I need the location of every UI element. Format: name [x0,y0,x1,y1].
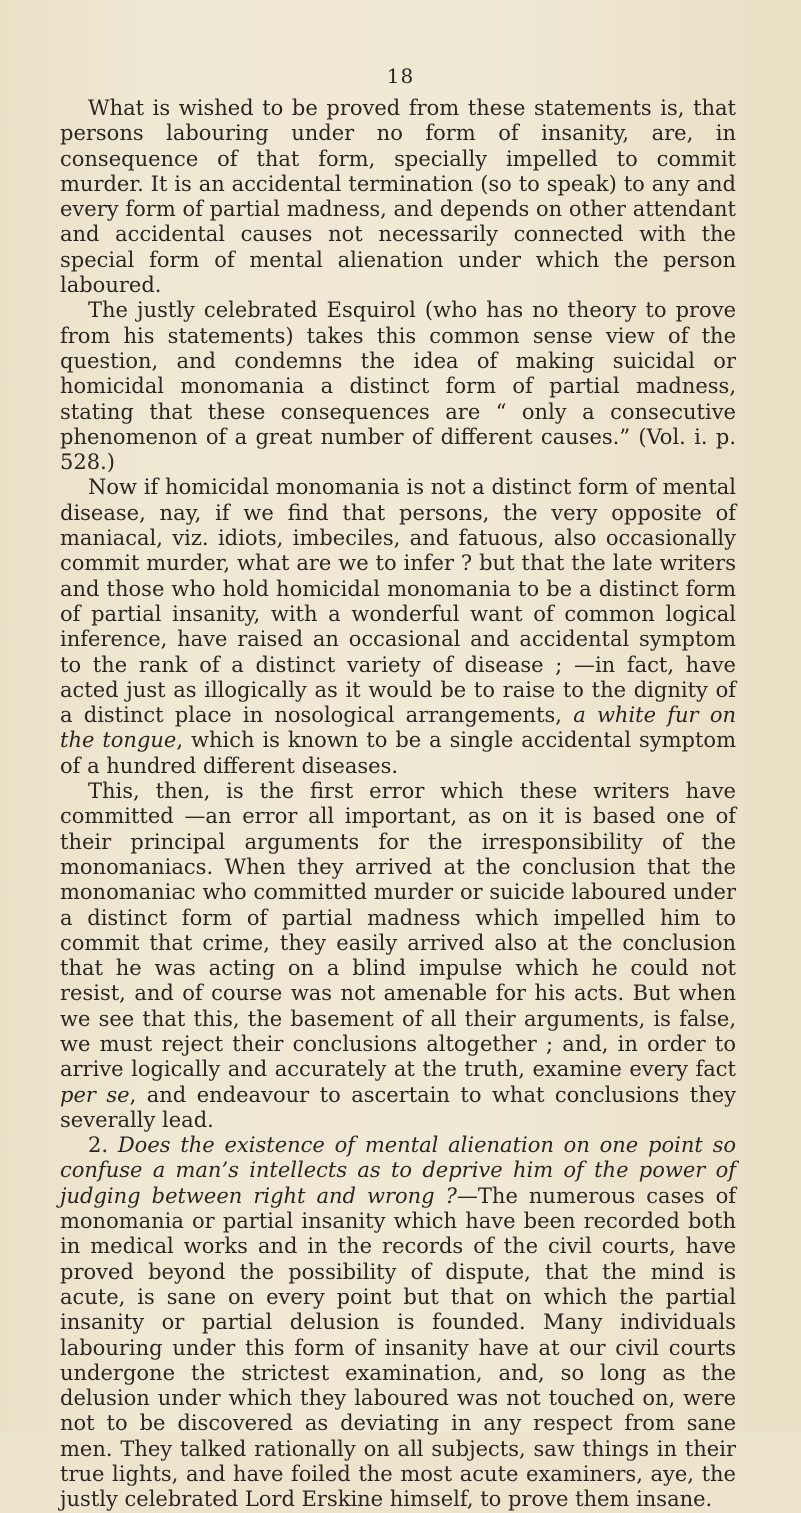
body-text [60,96,736,1513]
paragraph-2 [60,298,736,475]
paragraph-5 [60,1133,736,1512]
paragraph-3-italic: a white fur on the tongue [60,703,736,753]
paragraph-3-text-a: Now if homicidal monomania is not a distinct form of mental disease, nay, if we find that persons, the very opposite of maniacal, viz. idiots, imbeciles, and fatuous, also occasionally commit murder, what are we to infer ? but that the late writers and those who hold homicidal monomania to be a distinct form of partial insanity, with a wonderful want of common logical inference, have raised an occasional and accidental symptom to the rank of a distinct variety of disease ; —in fact, have acted just as illogically as it would be to raise to the dignity of a distinct place in nosological arrangements, [60,475,736,728]
paragraph-3 [60,475,736,779]
paragraph-4-text-a: This, then, is the first error which these writers have committed —an error all important, as on it is based one of their principal arguments for the irresponsibility of the monomaniacs. When they arrived at the conclusion that the monomaniac who committed murder or suicide laboured under a distinct form of partial madness which impelled him to commit that crime, they easily arrived also at the conclusion that he was acting on a blind impulse which he could not resist, and of course was not amenable for his acts. But when we see that this, the basement of all their arguments, is false, we must reject their conclusions altogether ; and, in order to arrive logically and accurately at the truth, examine every fact [60,779,736,1082]
paragraph-1-text: What is wished to be proved from these statements is, that persons labouring under no form of insanity, are, in consequence of that form, specially impelled to commit murder. It is an accidental termination (so to speak) to any and every form of partial madness, and depends on other attendant and accidental causes not necessarily connected with the special form of mental alienation under which the person laboured. [60,96,736,298]
paragraph-5-number: 2. [88,1133,109,1158]
paragraph-3-text-b: , which is known to be a single accidental symptom of a hundred different diseases. [60,728,736,778]
paragraph-4-text-b: , and endeavour to ascertain to what conclusions they severally lead. [60,1082,737,1132]
paragraph-2-text: The justly celebrated Esquirol (who has no theory to prove from his statements) takes this common sense view of the question, and condemns the idea of making suicidal or homicidal monomania a distinct form of partial madness, stating that these consequences are “ only a consecutive phenomenon of a great number of different causes.” (Vol. i. p. 528.) [60,298,736,475]
paragraph-5-text: —The numerous cases of monomania or partial insanity which have been recorded both in medical works and in the records of the civil courts, have proved beyond the possibility of dispute, that the mind is acute, is sane on every point but that on which the partial insanity or partial delusion is founded. Many individuals labouring under this form of insanity have at our civil courts undergone the strictest examination, and, so long as the delusion under which they laboured was not touched on, were not to be discovered as deviating in any respect from sane men. They talked rationally on all subjects, saw things in their true lights, and have foiled the most acute examiners, aye, the justly celebrated Lord Erskine himself, to prove them insane. [60,1183,736,1512]
page-number: 18 [386,64,415,88]
paragraph-4-italic: per se [60,1082,130,1107]
paragraph-4 [60,779,736,1133]
paragraph-1 [60,96,736,298]
paragraph-5-question: Does the existence of mental alienation on one point so confuse a man’s intellects as to deprive him of the power of judging between right and wrong ? [60,1133,736,1208]
